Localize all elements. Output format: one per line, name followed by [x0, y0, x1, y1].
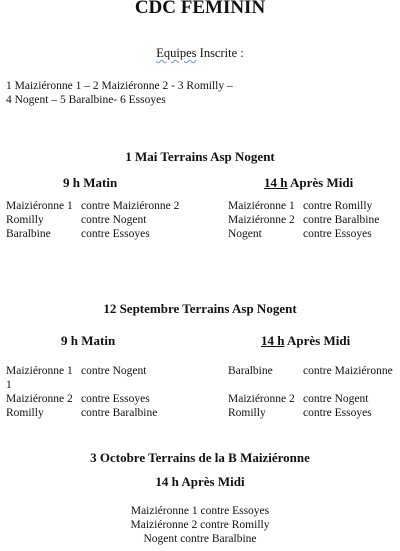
day2-morning-label: 9 h Matin — [61, 333, 116, 348]
day2-morning-match-row — [6, 378, 81, 392]
day2-afternoon-match-home-team: Baralbine — [228, 365, 273, 377]
day3-afternoon-match-away-team: Essoyes — [232, 505, 270, 517]
day2-morning-match-home-team: Maiziéronne 2 — [6, 393, 73, 405]
day3-afternoon-match-versus: contre — [177, 533, 212, 545]
day2-morning-match-home-team: Romilly — [6, 407, 44, 419]
day1-afternoon-match-row — [228, 227, 372, 241]
day2-afternoon-time: 14 h — [261, 333, 285, 348]
day1-morning-match-home-team: Romilly — [6, 214, 44, 226]
day2-morning-match-away-team: Essoyes — [112, 393, 150, 405]
day1-afternoon-match-home-team: Maiziéronne 1 — [228, 200, 295, 212]
day3-afternoon-match-row — [0, 518, 400, 532]
day2-afternoon-match-home-team: Maiziéronne 2 — [228, 393, 295, 405]
teams-heading-rest: Inscrite : — [196, 46, 244, 60]
day1-morning-match-home-team: Maiziéronne 1 — [6, 200, 73, 212]
day1-morning-match-row — [6, 199, 179, 213]
day2-morning-match-away-team: Baralbine — [112, 407, 158, 419]
day1-afternoon-match-home-team: Nogent — [228, 228, 262, 240]
day2-afternoon-match-row — [228, 378, 303, 392]
day1-title: 1 Mai Terrains Asp Nogent — [125, 149, 275, 164]
day1-afternoon-match-away-team: Romilly — [334, 200, 373, 212]
day2-afternoon-match-versus: contre — [303, 393, 335, 405]
day3-afternoon-label: 14 h Après Midi — [155, 474, 245, 489]
day3-afternoon-match-home-team: Maiziéronne 1 — [130, 505, 198, 517]
day1-morning-match-away-team: Maiziéronne 2 — [112, 200, 180, 212]
day3-afternoon-match-home-team: Nogent — [143, 533, 178, 545]
day2-afternoon-match-away-team: Nogent — [334, 393, 369, 405]
day2-afternoon-label — [261, 333, 350, 349]
day1-morning-match-versus: contre — [81, 214, 113, 226]
day1-afternoon-match-versus: contre — [303, 200, 335, 212]
teams-line-1: 1 Maiziéronne 1 – 2 Maiziéronne 2 - 3 Romilly – — [6, 80, 233, 92]
day2-morning-match-row — [6, 364, 146, 378]
day1-afternoon-time: 14 h — [264, 175, 288, 190]
teams-line-2: 4 Nogent – 5 Baralbine- 6 Essoyes — [6, 94, 166, 106]
day1-morning-match-row — [6, 213, 146, 227]
day2-afternoon-match-row — [228, 392, 368, 406]
day2-morning-match-versus: contre — [81, 407, 113, 419]
day2-afternoon-match-away-team: Maiziéronne — [334, 365, 393, 377]
day3-afternoon-match-away-team: Baralbine — [211, 533, 257, 545]
day1-morning-match-home-team: Baralbine — [6, 228, 51, 240]
day2-afternoon-match-versus: contre — [303, 365, 335, 377]
day2-morning-match-versus: contre — [81, 365, 113, 377]
day3-afternoon-match-row — [0, 504, 400, 518]
day3-afternoon-match-versus: contre — [197, 519, 232, 531]
teams-heading-word: Equipes — [156, 46, 197, 60]
day2-afternoon-match-away-team: Essoyes — [334, 407, 372, 419]
day1-morning-match-versus: contre — [81, 200, 113, 212]
day2-afternoon-match-home-team: Romilly — [228, 407, 266, 419]
day2-morning-match-versus: contre — [81, 393, 113, 405]
day1-afternoon-match-away-team: Baralbine — [334, 214, 380, 226]
day3-afternoon-match-row — [0, 532, 400, 546]
day1-morning-match-away-team: Nogent — [112, 214, 147, 226]
day2-morning-match-home-team: Maiziéronne 1 — [6, 365, 73, 377]
day1-morning-match-row — [6, 227, 150, 241]
day1-morning-match-versus: contre — [81, 228, 113, 240]
day2-afternoon-rest: Après Midi — [284, 333, 351, 348]
day2-afternoon-match-row — [228, 364, 393, 378]
page-title: CDC FEMININ — [134, 0, 266, 18]
day2-morning-match-row — [6, 406, 157, 420]
teams-heading — [0, 45, 400, 61]
day1-afternoon-match-row — [228, 199, 372, 213]
day2-morning-match-away-team: Nogent — [112, 365, 147, 377]
day3-title: 3 Octobre Terrains de la B Maiziéronne — [90, 450, 310, 465]
day2-morning-match-row — [6, 392, 150, 406]
day1-afternoon-match-away-team: Essoyes — [334, 228, 372, 240]
day2-title: 12 Septembre Terrains Asp Nogent — [103, 301, 297, 316]
day1-afternoon-match-versus: contre — [303, 214, 335, 226]
day2-afternoon-match-row — [228, 406, 372, 420]
day1-afternoon-match-row — [228, 213, 379, 227]
day2-morning-match-home-team: 1 — [6, 379, 12, 391]
day1-afternoon-match-versus: contre — [303, 228, 335, 240]
day3-afternoon-match-away-team: Romilly — [231, 519, 270, 531]
day1-morning-match-away-team: Essoyes — [112, 228, 150, 240]
day3-afternoon-match-home-team: Maiziéronne 2 — [130, 519, 198, 531]
day1-afternoon-rest: Après Midi — [287, 175, 354, 190]
day3-afternoon-match-versus: contre — [197, 505, 233, 517]
day1-morning-label: 9 h Matin — [63, 175, 118, 190]
day1-afternoon-match-home-team: Maiziéronne 2 — [228, 214, 295, 226]
day1-afternoon-label — [264, 175, 353, 191]
day2-afternoon-match-versus: contre — [303, 407, 335, 419]
